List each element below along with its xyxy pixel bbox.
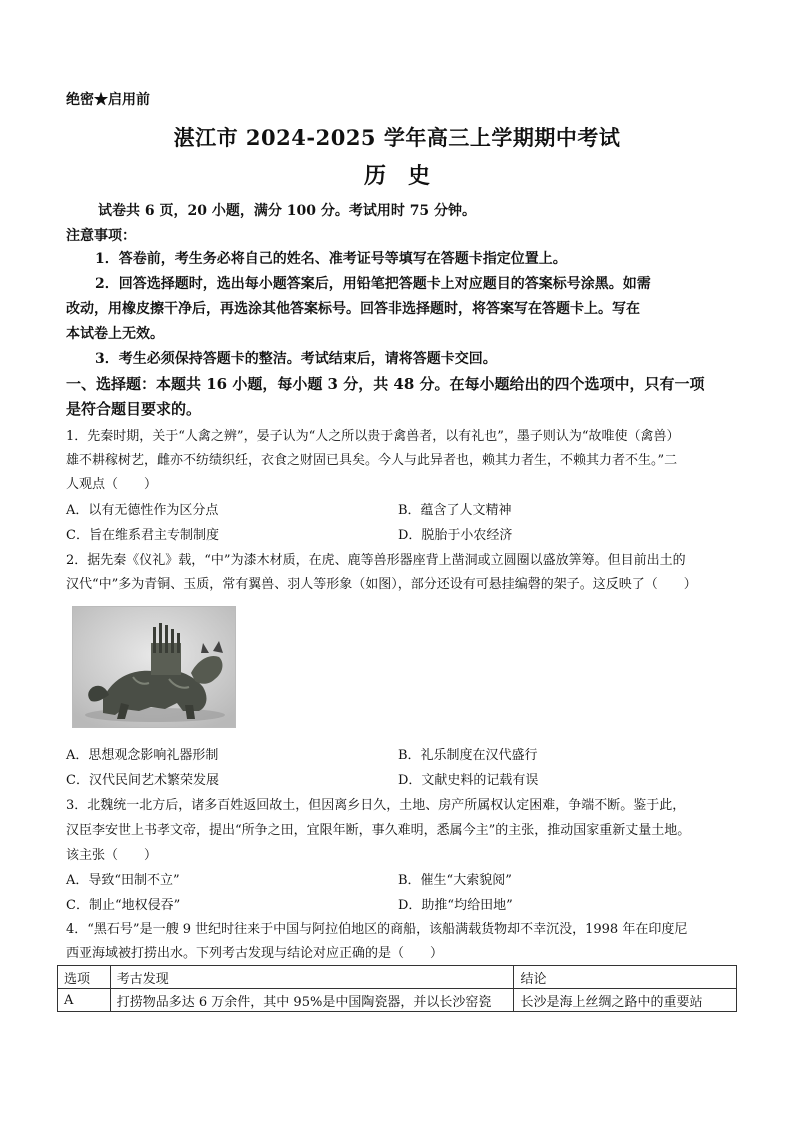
confidential-label: 绝密★启用前 (66, 92, 150, 108)
note-1: 1．答卷前，考生务必将自己的姓名、准考证号等填写在答题卡指定位置上。 (95, 251, 567, 267)
q4-line2: 西亚海域被打捞出水。下列考古发现与结论对应正确的是（ ） (66, 946, 444, 961)
q2-option-d: D．文献史料的记载有误 (398, 773, 539, 788)
subject-title: 历史 (363, 163, 452, 189)
note-2-line2: 改动，用橡皮擦干净后，再选涂其他答案标号。回答非选择题时，将答案写在答题卡上。写在 (66, 301, 640, 317)
q3-option-b: B．催生“大索貌阅” (398, 873, 512, 888)
q3-option-c: C．制止“地权侵吞” (66, 898, 181, 913)
section-heading-line2: 是符合题目要求的。 (66, 400, 202, 418)
table-header-conclusion: 结论 (514, 966, 737, 989)
q3-option-d: D．助推“均给田地” (398, 898, 513, 913)
section-heading-line1: 一、选择题：本题共 16 小题，每小题 3 分，共 48 分。在每小题给出的四个选项中，只有一项 (66, 375, 705, 393)
q4-table (57, 965, 737, 1012)
q1-line2: 雄不耕稼树艺，雌亦不纺绩织纴，衣食之财固已具矣。今人与此异者也，赖其力者生，不赖其力者不生。”二 (66, 453, 678, 468)
bronze-beast-drawing (73, 607, 235, 727)
q3-option-a: A．导致“田制不立” (66, 873, 180, 888)
bronze-mythical-beast-photo (72, 606, 236, 728)
table-cell-option: A (58, 989, 111, 1012)
table-cell-conclusion: 长沙是海上丝绸之路中的重要站 (514, 989, 737, 1012)
q2-option-b: B．礼乐制度在汉代盛行 (398, 748, 538, 763)
table-cell-discovery: 打捞物品多达 6 万余件，其中 95%是中国陶瓷器，并以长沙窑瓷 (110, 989, 514, 1012)
q2-line2: 汉代“中”多为青铜、玉质，常有翼兽、羽人等形象（如图），部分还设有可悬挂编磬的架子。这反映了（ ） (66, 577, 697, 592)
table-header-row (58, 966, 737, 989)
q2-option-a: A．思想观念影响礼器形制 (66, 748, 219, 763)
notes-heading: 注意事项： (66, 228, 136, 244)
q1-line3: 人观点（ ） (66, 477, 158, 492)
exam-intro: 试卷共 6 页，20 小题，满分 100 分。考试用时 75 分钟。 (98, 203, 477, 219)
q2-option-c: C．汉代民间艺术繁荣发展 (66, 773, 219, 788)
table-header-option: 选项 (58, 966, 111, 989)
q2-line1: 2．据先秦《仪礼》载，“中”为漆木材质，在虎、鹿等兽形器座背上凿洞或立圆圈以盛放筭筹。但目前出土的 (66, 553, 686, 568)
q3-line1: 3．北魏统一北方后，诸多百姓返回故土，但因离乡日久，土地、房产所属权认定困难，争端不断。鉴于此， (66, 798, 686, 813)
q1-option-b: B．蕴含了人文精神 (398, 503, 512, 518)
q1-option-d: D．脱胎于小农经济 (398, 528, 513, 543)
q4-line1: 4．“黑石号”是一艘 9 世纪时往来于中国与阿拉伯地区的商船，该船满载货物却不幸沉没，1998 年在印度尼 (66, 922, 688, 937)
table-row (58, 989, 737, 1012)
q1-line1: 1．先秦时期，关于“人禽之辨”，晏子认为“人之所以贵于禽兽者，以有礼也”，墨子则认为“故唯使（禽兽） (66, 429, 680, 444)
table-header-discovery: 考古发现 (110, 966, 514, 989)
exam-title: 湛江市 2024-2025 学年高三上学期期中考试 (173, 125, 621, 150)
q1-option-a: A．以有无德性作为区分点 (66, 503, 219, 518)
q3-line2: 汉臣李安世上书孝文帝，提出“所争之田，宜限年断，事久难明，悉属今主”的主张，推动国家重新丈量土地。 (66, 823, 691, 838)
note-3: 3．考生必须保持答题卡的整洁。考试结束后，请将答题卡交回。 (95, 351, 497, 367)
q1-option-c: C．旨在维系君主专制制度 (66, 528, 219, 543)
q3-line3: 该主张（ ） (66, 848, 158, 863)
note-2-line1: 2．回答选择题时，选出每小题答案后，用铅笔把答题卡上对应题目的答案标号涂黑。如需 (95, 276, 651, 292)
note-2-line3: 本试卷上无效。 (66, 326, 164, 342)
